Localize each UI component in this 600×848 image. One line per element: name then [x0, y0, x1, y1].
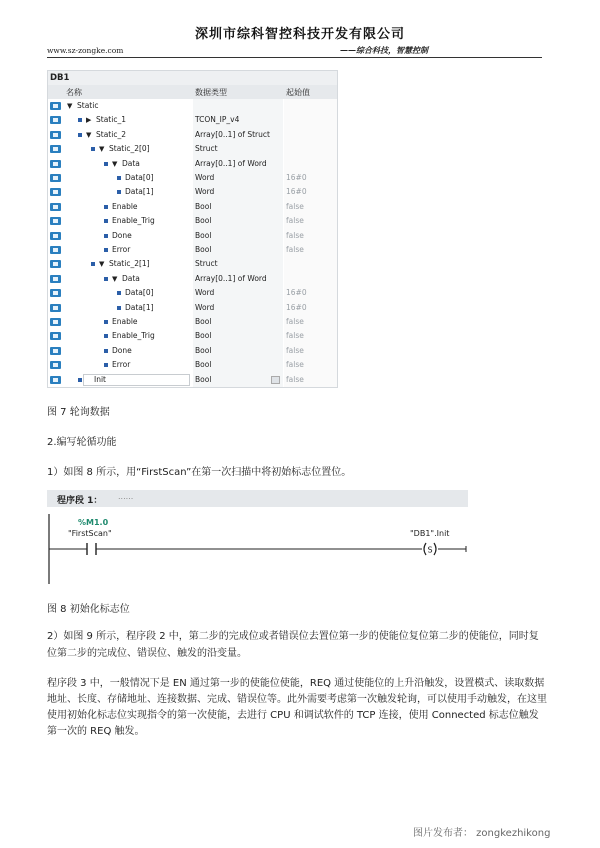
- datatype-cell: Bool: [193, 315, 283, 329]
- member-bullet-icon: [78, 133, 82, 137]
- db-tag-icon: [50, 174, 61, 182]
- datatype-cell: Bool: [193, 344, 283, 358]
- start-value-cell: 16#0: [284, 185, 337, 199]
- member-bullet-icon: [104, 334, 108, 338]
- db-row[interactable]: [48, 344, 337, 358]
- member-bullet-icon: [104, 363, 108, 367]
- db-tag-icon: [50, 160, 61, 168]
- datatype-cell: Bool: [193, 214, 283, 228]
- member-name: Static_2[0]: [109, 144, 150, 154]
- name-cell: [48, 329, 192, 343]
- name-cell: [48, 214, 192, 228]
- db-tag-icon: [50, 347, 61, 355]
- member-bullet-icon: [117, 176, 121, 180]
- datatype-cell: Word: [193, 185, 283, 199]
- contact-address: %M1.0: [78, 518, 109, 527]
- member-name: Enable: [112, 317, 138, 326]
- member-name: Done: [112, 230, 132, 240]
- start-value-cell: false: [284, 214, 337, 228]
- collapse-arrow-icon[interactable]: ▼: [99, 145, 105, 154]
- figure-8-caption: 图 8 初始化标志位: [47, 604, 130, 615]
- datatype-cell: Bool: [193, 243, 283, 257]
- company-name: 深圳市综科智控科技开发有限公司: [194, 27, 405, 42]
- name-cell: [48, 286, 192, 300]
- db-tag-icon: [50, 203, 61, 211]
- db-tag-icon: [50, 275, 61, 283]
- db-row[interactable]: [48, 229, 337, 243]
- member-name: Static: [77, 101, 99, 110]
- db-row[interactable]: [48, 243, 337, 257]
- start-value-cell: 16#0: [284, 301, 337, 315]
- member-name: Data: [122, 273, 140, 283]
- network-header[interactable]: [47, 490, 468, 507]
- db-row[interactable]: [48, 329, 337, 343]
- name-cell: [48, 229, 192, 243]
- datatype-cell: [193, 99, 283, 113]
- network-title: 程序段 1：: [57, 496, 103, 506]
- member-name: Enable_Trig: [112, 216, 155, 226]
- collapse-arrow-icon[interactable]: ▼: [112, 159, 118, 168]
- member-name: Static_2[1]: [109, 259, 150, 269]
- member-name: Data[0]: [125, 173, 154, 182]
- db-tag-icon: [50, 188, 61, 196]
- datatype-cell: Word: [193, 171, 283, 185]
- db-row[interactable]: [48, 373, 337, 387]
- start-value-cell: false: [284, 373, 337, 387]
- db-title: DB1: [48, 71, 337, 85]
- figure-7-caption: 图 7 轮询数据: [47, 407, 110, 418]
- start-value-cell: false: [284, 329, 337, 343]
- db-tag-icon: [50, 232, 61, 240]
- db-tag-icon: [50, 246, 61, 254]
- name-cell: [48, 301, 192, 315]
- member-bullet-icon: [117, 190, 121, 194]
- member-bullet-icon: [104, 205, 108, 209]
- member-name: Init: [94, 374, 106, 384]
- member-bullet-icon: [104, 277, 108, 281]
- column-datatype: 数据类型: [195, 88, 227, 97]
- db-row[interactable]: [48, 171, 337, 185]
- db-row[interactable]: [48, 315, 337, 329]
- coil-right-arc: [434, 543, 436, 555]
- datatype-cell: Bool: [193, 358, 283, 372]
- member-bullet-icon: [104, 349, 108, 353]
- db-row[interactable]: [48, 99, 337, 113]
- datatype-cell: Word: [193, 286, 283, 300]
- member-bullet-icon: [104, 234, 108, 238]
- datatype-cell: Bool: [193, 373, 283, 387]
- member-name: Enable_Trig: [112, 331, 155, 341]
- member-name: Static_2: [96, 129, 126, 139]
- member-name: Done: [112, 345, 132, 355]
- member-name: Error: [112, 245, 131, 254]
- name-cell: [48, 157, 192, 171]
- start-value-cell: [284, 128, 337, 142]
- website: www.sz-zongke.com: [47, 46, 124, 55]
- column-start-value: 起始值: [286, 88, 310, 97]
- start-value-cell: false: [284, 243, 337, 257]
- member-name: Static_1: [96, 115, 126, 125]
- member-name: Data[1]: [125, 187, 154, 197]
- start-value-cell: 16#0: [284, 286, 337, 300]
- start-value-cell: [284, 113, 337, 127]
- name-cell: [48, 142, 192, 156]
- column-name: 名称: [66, 88, 82, 97]
- ladder-diagram: [40, 508, 480, 588]
- name-cell: [48, 128, 192, 142]
- member-bullet-icon: [91, 147, 95, 151]
- name-cell: [48, 315, 192, 329]
- datatype-cell: Struct: [193, 142, 283, 156]
- member-name: Enable: [112, 201, 138, 211]
- datatype-cell: Bool: [193, 200, 283, 214]
- member-bullet-icon: [91, 262, 95, 266]
- db-tag-icon: [50, 102, 61, 110]
- start-value-cell: false: [284, 358, 337, 372]
- name-cell: [48, 185, 192, 199]
- db-table: [47, 70, 338, 388]
- member-name: Data: [122, 158, 140, 168]
- db-row[interactable]: [48, 286, 337, 300]
- member-bullet-icon: [78, 378, 82, 382]
- db-tag-icon: [50, 217, 61, 225]
- contact-name: "FirstScan": [68, 529, 112, 538]
- member-bullet-icon: [117, 306, 121, 310]
- name-cell: [48, 272, 192, 286]
- section-heading: 2.编写轮循功能: [47, 437, 117, 448]
- db-header-row: [48, 85, 337, 99]
- start-value-cell: [284, 99, 337, 113]
- start-value-cell: false: [284, 229, 337, 243]
- db-row[interactable]: [48, 214, 337, 228]
- slogan: ——综合科技，智慧控制: [340, 45, 428, 55]
- coil-operand: "DB1".Init: [410, 529, 450, 538]
- db-row[interactable]: [48, 128, 337, 142]
- datatype-cell: Struct: [193, 257, 283, 271]
- start-value-cell: false: [284, 315, 337, 329]
- start-value-cell: [284, 142, 337, 156]
- db-row[interactable]: [48, 142, 337, 156]
- start-value-cell: 16#0: [284, 171, 337, 185]
- db-row[interactable]: [48, 358, 337, 372]
- name-cell: [48, 373, 192, 387]
- start-value-cell: [284, 257, 337, 271]
- member-bullet-icon: [104, 162, 108, 166]
- name-cell: [48, 358, 192, 372]
- db-row[interactable]: [48, 157, 337, 171]
- db-row[interactable]: [48, 301, 337, 315]
- datatype-cell: Bool: [193, 229, 283, 243]
- db-tag-icon: [50, 145, 61, 153]
- member-name: Data[0]: [125, 288, 154, 298]
- publisher-credit: 图片发布者： zongkezhikong: [413, 828, 551, 839]
- datatype-cell: Array[0..1] of Struct: [193, 128, 283, 142]
- start-value-cell: [284, 272, 337, 286]
- db-row[interactable]: [48, 200, 337, 214]
- member-name: Data[1]: [125, 302, 154, 312]
- member-bullet-icon: [104, 320, 108, 324]
- member-bullet-icon: [78, 118, 82, 122]
- name-cell: [48, 200, 192, 214]
- datatype-cell: Array[0..1] of Word: [193, 157, 283, 171]
- member-bullet-icon: [104, 219, 108, 223]
- db-tag-icon: [50, 361, 61, 369]
- datatype-cell: Word: [193, 301, 283, 315]
- db-row[interactable]: [48, 257, 337, 271]
- network-comment: ......: [118, 492, 134, 501]
- db-tag-icon: [50, 304, 61, 312]
- db-tag-icon: [50, 131, 61, 139]
- db-tag-icon: [50, 289, 61, 297]
- db-tag-icon: [50, 376, 61, 384]
- collapse-arrow-icon[interactable]: ▼: [99, 260, 105, 269]
- name-cell: [48, 344, 192, 358]
- name-cell: [48, 257, 192, 271]
- start-value-cell: false: [284, 200, 337, 214]
- collapse-arrow-icon[interactable]: ▼: [86, 130, 92, 139]
- db-tag-icon: [50, 318, 61, 326]
- db-row[interactable]: [48, 272, 337, 286]
- member-name: Error: [112, 360, 131, 370]
- coil-type: S: [427, 545, 433, 555]
- datatype-dropdown-button[interactable]: [271, 376, 280, 384]
- paragraph-1: 1）如图 8 所示，用“FirstScan”在第一次扫描中将初始标志位置位。: [47, 467, 352, 478]
- datatype-cell: TCON_IP_v4: [193, 113, 283, 127]
- name-cell: [48, 113, 192, 127]
- db-tag-icon: [50, 332, 61, 340]
- start-value-cell: false: [284, 344, 337, 358]
- datatype-cell: Bool: [193, 329, 283, 343]
- name-cell: [48, 99, 192, 113]
- db-tag-icon: [50, 260, 61, 268]
- expand-arrow-icon[interactable]: ▶: [86, 116, 92, 125]
- db-tag-icon: [50, 116, 61, 124]
- member-bullet-icon: [117, 291, 121, 295]
- collapse-arrow-icon[interactable]: ▼: [112, 274, 118, 283]
- paragraph-3: 程序段 3 中，一般情况下是 EN 通过第一步的使能位使能，REQ 通过使能位的上升沿触发，设置模式、读取数据地址、长度、存储地址、连接数据、完成、错误位等。此外需要考虑第一次触发轮询，可以使用手动触发，在这里使用初始化标志位实现指令的第一次使能，去进行 CPU 和调试软件的 TCP 连接，使用 Connected 标志位触发第一次的 REQ 触发。: [47, 678, 547, 737]
- member-bullet-icon: [104, 248, 108, 252]
- start-value-cell: [284, 157, 337, 171]
- db-row[interactable]: [48, 185, 337, 199]
- db-row[interactable]: [48, 113, 337, 127]
- paragraph-2: 2）如图 9 所示，程序段 2 中，第二步的完成位或者错误位去置位第一步的使能位复位第二步的使能位，同时复位第二步的完成位、错误位、触发的沿变量。: [47, 631, 539, 659]
- name-cell: [48, 171, 192, 185]
- header-divider: [47, 57, 542, 58]
- collapse-arrow-icon[interactable]: ▼: [67, 102, 73, 110]
- datatype-cell: Array[0..1] of Word: [193, 272, 283, 286]
- coil-left-arc: [424, 543, 426, 555]
- name-cell: [48, 243, 192, 257]
